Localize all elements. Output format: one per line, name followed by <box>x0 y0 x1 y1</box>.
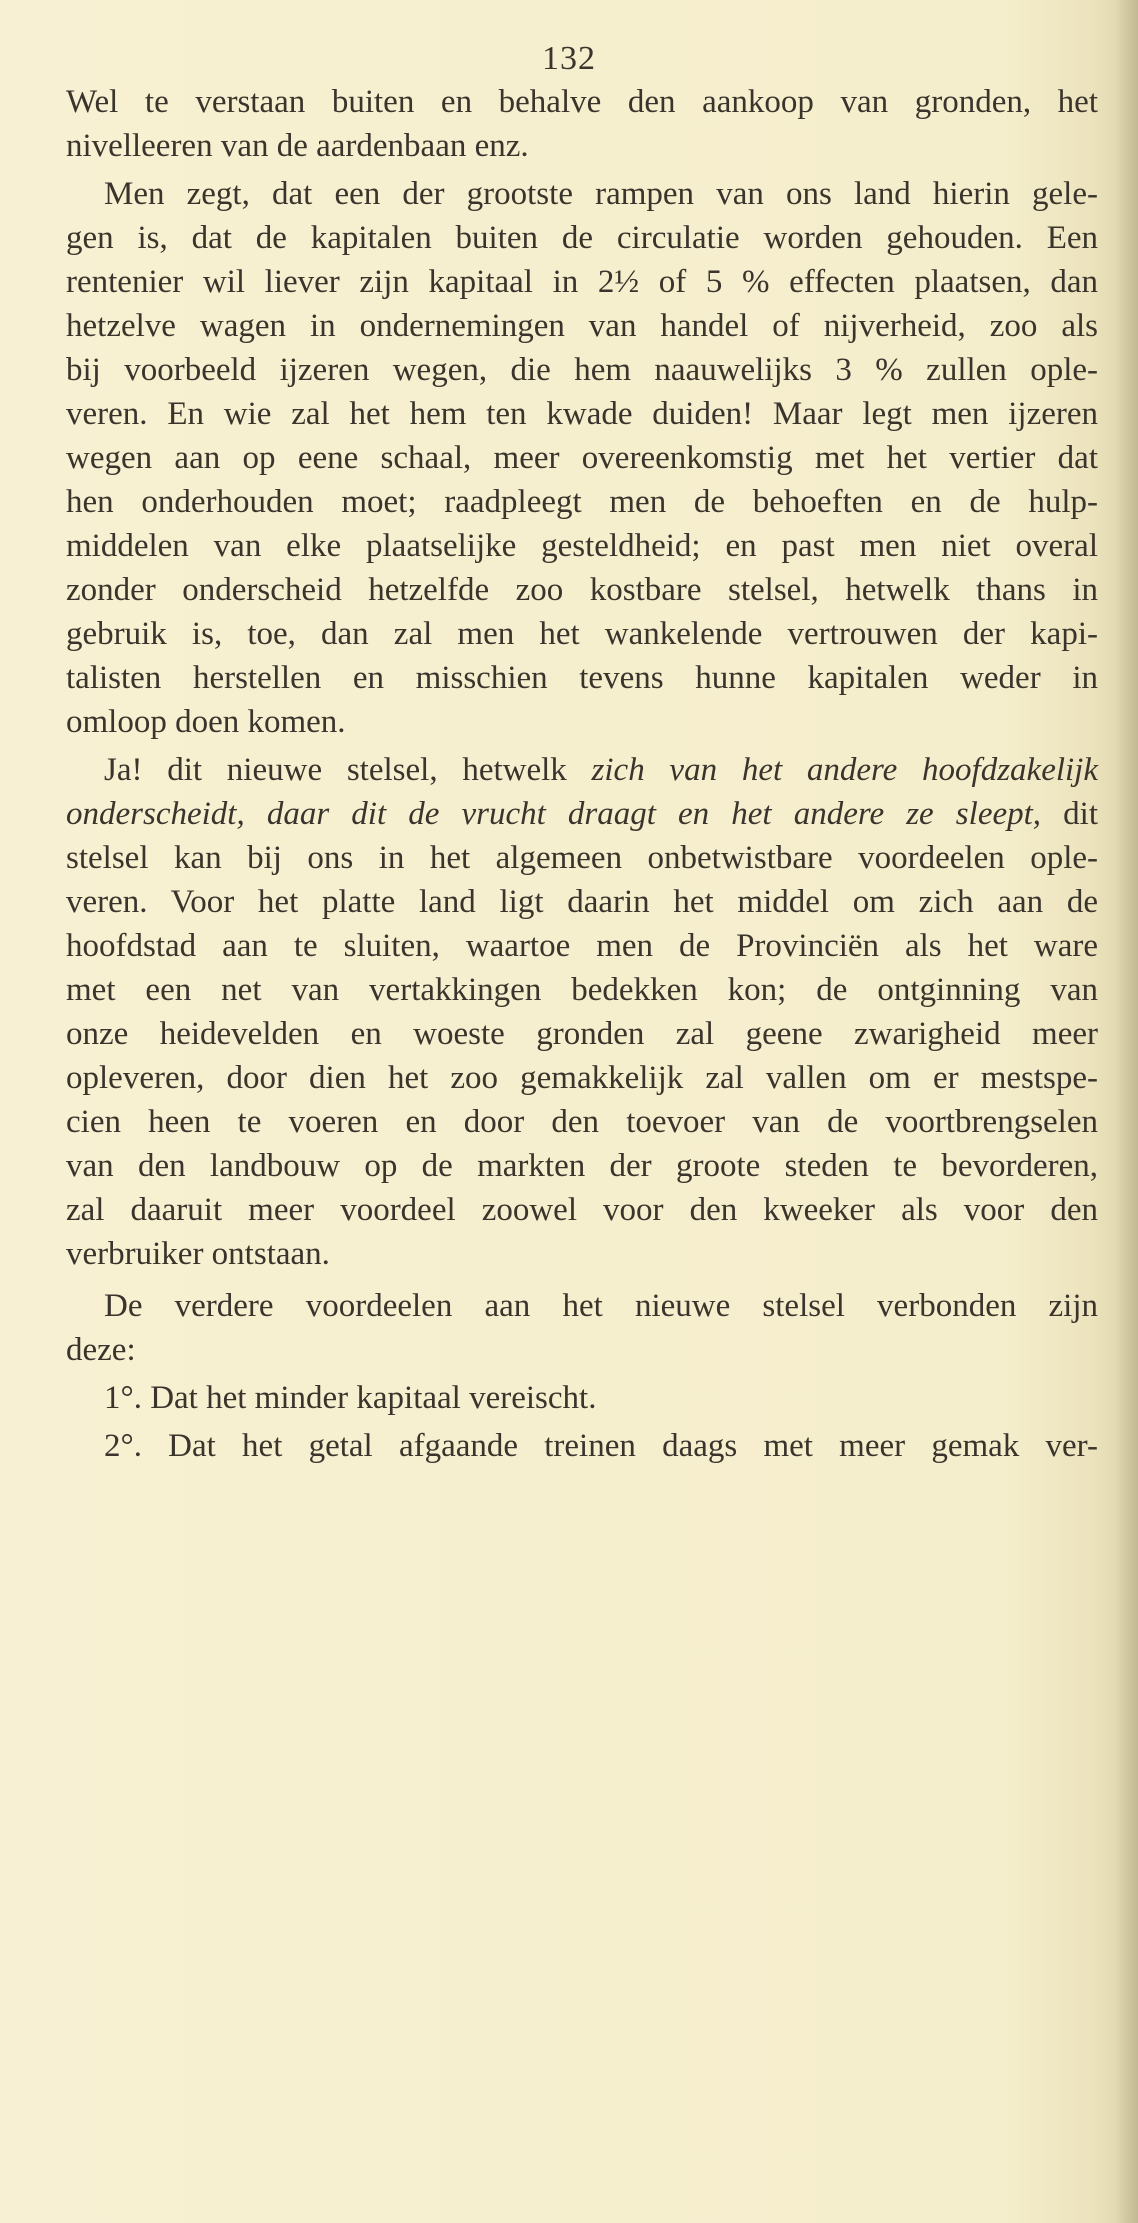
list-item-2: 2°. Dat het getal afgaande treinen daags met meer gemak ver- <box>104 1428 1098 1464</box>
text-line-2: nivelleeren van de aardenbaan enz. <box>66 128 529 164</box>
text-line-14: talisten herstellen en misschien tevens hunne kapitalen weder in <box>66 660 1098 696</box>
text-line-8: veren. En wie zal het hem ten kwade duiden! Maar legt men ijzeren <box>66 396 1098 432</box>
text-line-1: Wel te verstaan buiten en behalve den aankoop van gronden, het <box>66 84 1098 120</box>
text-line-28: De verdere voordeelen aan het nieuwe stelsel verbonden zijn <box>104 1288 1098 1324</box>
text-line-27: verbruiker ontstaan. <box>66 1236 330 1272</box>
page-number: 132 <box>542 40 596 77</box>
text-line-15: omloop doen komen. <box>66 704 346 740</box>
text-line-16 <box>66 750 1098 790</box>
text-line-9: wegen aan op eene schaal, meer overeenkomstig met het vertier dat <box>66 440 1098 476</box>
page-edge <box>1116 0 1138 2223</box>
text-line-5: rentenier wil liever zijn kapitaal in 2½ of 5 % effecten plaatsen, dan <box>66 264 1098 300</box>
text-line-4: gen is, dat de kapitalen buiten de circulatie worden gehouden. Een <box>66 220 1098 256</box>
text-line-25: van den landbouw op de markten der groote steden te bevorderen, <box>66 1148 1098 1184</box>
text-line-16-italic: zich van het andere hoofdzakelijk <box>591 752 1098 788</box>
text-line-21: met een net van vertakkingen bedekken kon; de ontginning van <box>66 972 1098 1008</box>
text-line-22: onze heidevelden en woeste gronden zal geene zwarigheid meer <box>66 1016 1098 1052</box>
text-line-10: hen onderhouden moet; raadpleegt men de behoeften en de hulp- <box>66 484 1098 520</box>
text-line-3: Men zegt, dat een der grootste rampen van ons land hierin gele- <box>104 176 1098 212</box>
text-line-11: middelen van elke plaatselijke gesteldheid; en past men niet overal <box>66 528 1098 564</box>
text-line-13: gebruik is, toe, dan zal men het wankelende vertrouwen der kapi- <box>66 616 1098 652</box>
text-line-23: opleveren, door dien het zoo gemakkelijk zal vallen om er mestspe- <box>66 1060 1098 1096</box>
text-line-12: zonder onderscheid hetzelfde zoo kostbare stelsel, hetwelk thans in <box>66 572 1098 608</box>
text-line-17-tail: dit <box>1041 796 1098 832</box>
text-line-26: zal daaruit meer voordeel zoowel voor den kweeker als voor den <box>66 1192 1098 1228</box>
text-line-6: hetzelve wagen in ondernemingen van handel of nijverheid, zoo als <box>66 308 1098 344</box>
text-line-7: bij voorbeeld ijzeren wegen, die hem naauwelijks 3 % zullen ople- <box>66 352 1098 388</box>
text-line-17 <box>66 794 1098 834</box>
text-line-16-lead: Ja! dit nieuwe stelsel, hetwelk <box>104 752 592 788</box>
text-line-18: stelsel kan bij ons in het algemeen onbetwistbare voordeelen ople- <box>66 840 1098 876</box>
text-line-19: veren. Voor het platte land ligt daarin het middel om zich aan de <box>66 884 1098 920</box>
text-line-24: cien heen te voeren en door den toevoer van de voortbrengselen <box>66 1104 1098 1140</box>
text-line-29: deze: <box>66 1332 136 1368</box>
text-line-20: hoofdstad aan te sluiten, waartoe men de Provinciën als het ware <box>66 928 1098 964</box>
list-item-1: 1°. Dat het minder kapitaal vereischt. <box>104 1380 597 1416</box>
text-line-17-italic: onderscheidt, daar dit de vrucht draagt en het andere ze sleept, <box>66 796 1042 832</box>
